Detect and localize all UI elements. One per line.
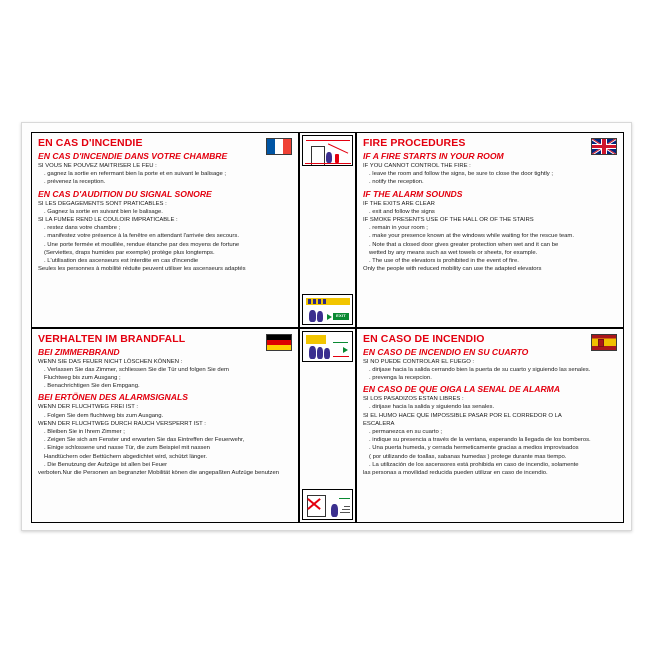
panel-spanish bbox=[356, 328, 624, 524]
panel-english-line: IF YOU CANNOT CONTROL THE FIRE : bbox=[363, 163, 471, 169]
panel-french-line: . restez dans votre chambre ; bbox=[44, 225, 121, 232]
pictogram-exit-follow-signs bbox=[302, 294, 353, 325]
panel-spanish-section-2-heading: EN CASO DE QUE OIGA LA SENAL DE ALARMA bbox=[363, 384, 561, 395]
panel-french-title: EN CAS D'INCENDIE bbox=[38, 137, 143, 149]
panel-french-line: SI LA FUMEE REND LE COULOIR IMPRATICABLE : bbox=[38, 217, 178, 224]
panel-german-line: . Folgen Sie dem fluchtweg bis zum Ausgang. bbox=[44, 412, 164, 419]
panel-french-section-2-heading: EN CAS D'AUDITION DU SIGNAL SONORE bbox=[38, 188, 212, 199]
panel-english-line: IF THE EXITS ARE CLEAR bbox=[363, 200, 435, 207]
panel-english bbox=[356, 132, 624, 328]
panel-spanish-line: SI EL HUMO HACE QUE IMPOSSIBLE PASAR POR EL CORREDOR O LA bbox=[363, 412, 562, 419]
panel-spanish-line: las personas a movilidad reducida pueden utilizar en caso de incendio. bbox=[363, 469, 548, 476]
panel-german-line: . Zeigen Sie sich am Fenster und erwarten Sie das Eintreffen der Feuerwehr, bbox=[44, 437, 245, 444]
panel-german-line: . Bleiben Sie in Ihrem Zimmer ; bbox=[44, 428, 125, 435]
panel-english-line: . leave the room and follow the signs, be sure to close the door tightly ; bbox=[369, 171, 554, 178]
flag-uk-icon bbox=[591, 138, 617, 155]
panel-spanish-line: SI NO PUEDE CONTROLAR EL FUEGO : bbox=[363, 358, 475, 365]
pictogram-fire-in-room bbox=[302, 135, 353, 166]
panel-english-line: . Note that a closed door gives greater protection when wet and it can be bbox=[369, 241, 559, 248]
panel-french bbox=[31, 132, 299, 328]
pictogram-no-elevator bbox=[302, 489, 353, 520]
panel-french-line: . L'utilisation des ascenseurs est interdite en cas d'incendie bbox=[44, 258, 199, 265]
panel-english-line: IF SMOKE PRESENTS USE OF THE HALL OR OF THE STAIRS bbox=[363, 217, 534, 224]
panel-english-line: Only the people with reduced mobility can use the adapted elevators bbox=[363, 266, 542, 273]
panel-french-line: SI VOUS NE POUVEZ MAITRISER LE FEU : bbox=[38, 163, 157, 169]
panel-english-title: FIRE PROCEDURES bbox=[363, 137, 466, 149]
panel-spanish-line: . permanezca en su cuarto ; bbox=[369, 428, 443, 435]
panel-spanish-title: EN CASO DE INCENDIO bbox=[363, 332, 485, 345]
exit-sign-label: EXIT bbox=[333, 313, 349, 320]
pictogram-column-top bbox=[299, 132, 356, 328]
panel-german-line: . Verlassen Sie das Zimmer, schliessen Sie die Tür und folgen Sie dem bbox=[44, 366, 229, 373]
panel-german bbox=[31, 328, 299, 524]
panel-german-line: Fluchtweg bis zum Ausgang ; bbox=[44, 374, 121, 381]
panel-spanish-line: SI LOS PASADIZOS ESTAN LIBRES : bbox=[363, 396, 464, 403]
panel-german-line: . Einige schlossene und nasse Tür, die zum Beispiel mit nassen bbox=[44, 445, 210, 452]
panel-spanish-line: . indique su presencia a través de la ventana, esperando la llegada de los bomberos. bbox=[369, 437, 591, 444]
panel-french-line: . Gagnez la sortie en suivant bien le balisage. bbox=[44, 208, 163, 215]
panel-french-line: . prévenez la reception. bbox=[44, 179, 106, 186]
sign-grid bbox=[31, 132, 624, 523]
panel-english-line: . remain in your room ; bbox=[369, 225, 428, 232]
panel-spanish-line: . La utilización de los ascensores está prohibida en caso de incendio, solamente bbox=[369, 461, 579, 468]
panel-spanish-line: . Una puerta humeda, y cerrada hermeticamente gracias a medios improvisados bbox=[369, 445, 579, 452]
panel-spanish-line: . dirijase hacia la salida y siguiendo las senales. bbox=[369, 404, 495, 411]
pictogram-alarm-evacuate bbox=[302, 331, 353, 362]
panel-english-line: . The use of the elevators is prohibited in the event of fire. bbox=[369, 258, 519, 265]
panel-french-line: . manifestez votre présence à la fenêtre en attendant l'arrivée des secours. bbox=[44, 233, 239, 240]
panel-english-line: wetted by any means such as wet towels or sheets, for example. bbox=[369, 249, 538, 256]
panel-german-line: WENN DER FLUCHTWEG DURCH RAUCH VERSPERRT IST : bbox=[38, 420, 206, 427]
fire-safety-sign-plate bbox=[21, 122, 632, 531]
panel-german-line: . Die Benutzung der Aufzüge ist allen bei Feuer bbox=[44, 461, 168, 468]
panel-french-line: . gagnez la sortie en refermant bien la porte et en suivant le balisage ; bbox=[44, 171, 227, 178]
panel-german-section-2-heading: BEI ERTÖNEN DES ALARMSIGNALS bbox=[38, 392, 188, 403]
panel-german-line: WENN SIE DAS FEUER NICHT LÖSCHEN KÖNNEN : bbox=[38, 358, 183, 365]
panel-english-section-2-heading: IF THE ALARM SOUNDS bbox=[363, 188, 463, 199]
panel-spanish-section-1-heading: EN CASO DE INCENDIO EN SU CUARTO bbox=[363, 346, 529, 357]
panel-german-title: VERHALTEN IM BRANDFALL bbox=[38, 332, 186, 345]
panel-spanish-line: . prevenga la recepcion. bbox=[369, 374, 432, 381]
panel-german-line: WENN DER FLUCHTWEG FREI IST : bbox=[38, 404, 139, 411]
panel-german-section-1-heading: BEI ZIMMERBRAND bbox=[38, 346, 120, 357]
flag-spain-icon bbox=[591, 334, 617, 351]
panel-spanish-line: ( por utilizando de toallas, sabanas humedas ) protege durante mas tiempo. bbox=[369, 453, 567, 460]
flag-france-icon bbox=[266, 138, 292, 155]
panel-french-section-1-heading: EN CAS D'INCENDIE DANS VOTRE CHAMBRE bbox=[38, 151, 228, 161]
panel-spanish-line: ESCALERA bbox=[363, 420, 395, 427]
pictogram-column-bottom bbox=[299, 328, 356, 524]
panel-german-line: verboten.Nur die Personen an begranzter Mobilität könen die angepaßten Aufzüge benutzen bbox=[38, 469, 280, 476]
panel-english-line: . make your presence known at the windows while waiting for the rescue team. bbox=[369, 233, 574, 240]
panel-german-line: . Benachrichtigen Sie den Empgang. bbox=[44, 383, 140, 390]
panel-english-line: . notify the reception. bbox=[369, 179, 424, 186]
panel-german-line: Handtüchern oder Bettüchern abgedichtet wird, schützt länger. bbox=[44, 453, 208, 460]
panel-french-line: (Serviettes, draps humides par exemple) protège plus longtemps. bbox=[44, 249, 215, 256]
panel-french-line: SI LES DEGAGEMENTS SONT PRATICABLES : bbox=[38, 200, 167, 207]
panel-french-line: Seules les personnes à mobilité réduite peuvent utiliser les ascenseurs adaptés bbox=[38, 266, 246, 273]
panel-french-line: . Une porte fermée et mouillée, rendue étanche par des moyens de fortune bbox=[44, 241, 240, 248]
flag-germany-icon bbox=[266, 334, 292, 351]
panel-english-line: . exit and follow the signs bbox=[369, 208, 435, 215]
panel-spanish-line: . dirijase hacia la salida cerrando bien la puerta de su cuarto y siguiendo las senales. bbox=[369, 366, 591, 373]
panel-english-section-1-heading: IF A FIRE STARTS IN YOUR ROOM bbox=[363, 151, 504, 161]
